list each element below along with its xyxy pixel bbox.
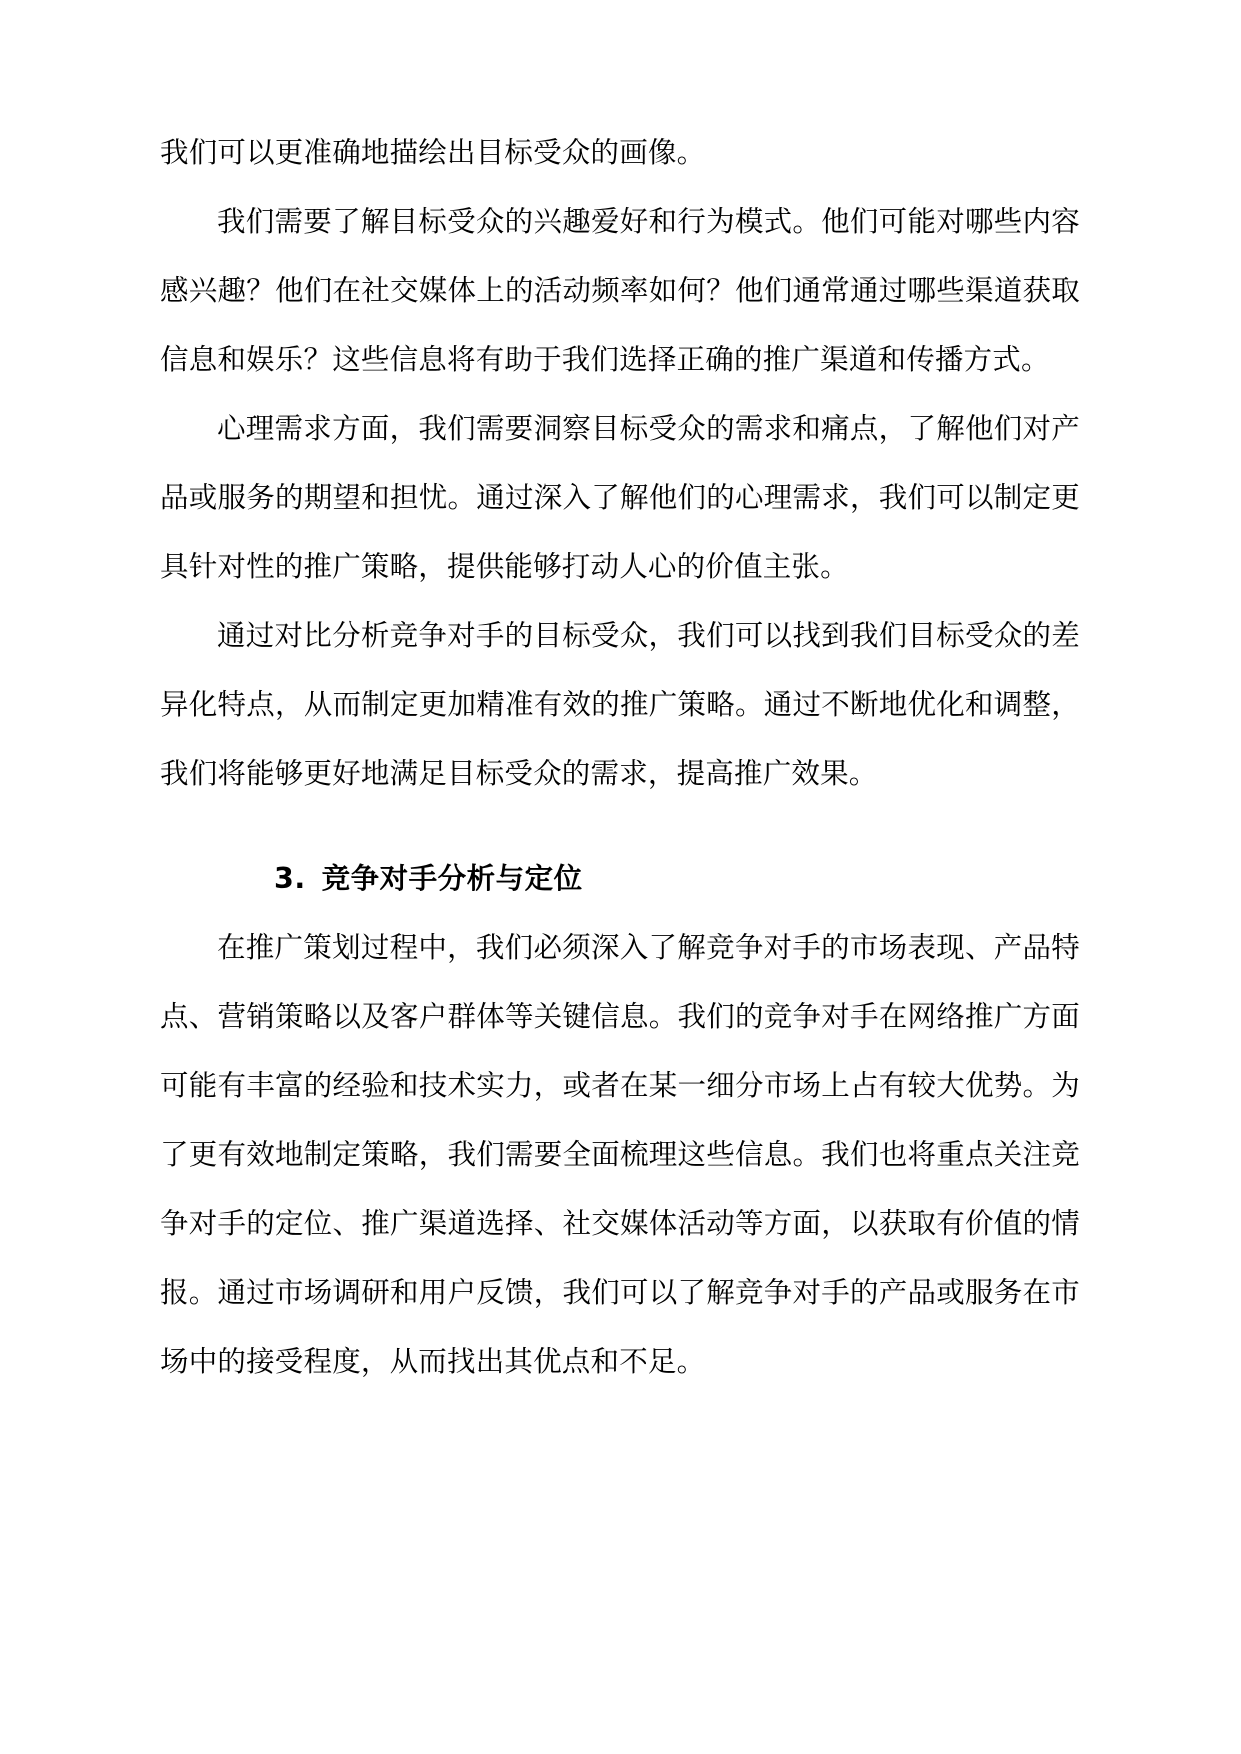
section-title: 竞争对手分析与定位 — [321, 862, 583, 895]
paragraph: 心理需求方面，我们需要洞察目标受众的需求和痛点，了解他们对产品或服务的期望和担忧。通过深入了解他们的心理需求，我们可以制定更具针对性的推广策略，提供能够打动人心的价值主张。 — [160, 412, 1080, 583]
section-heading — [160, 844, 1080, 913]
paragraph: 通过对比分析竞争对手的目标受众，我们可以找到我们目标受众的差异化特点，从而制定更加精准有效的推广策略。通过不断地优化和调整，我们将能够更好地满足目标受众的需求，提高推广效果。 — [160, 619, 1080, 790]
paragraph: 我们需要了解目标受众的兴趣爱好和行为模式。他们可能对哪些内容感兴趣？他们在社交媒体上的活动频率如何？他们通常通过哪些渠道获取信息和娱乐？这些信息将有助于我们选择正确的推广渠道和传播方式。 — [160, 205, 1080, 376]
spacer — [160, 808, 1080, 844]
document-body — [160, 118, 1080, 1396]
paragraph: 我们可以更准确地描绘出目标受众的画像。 — [160, 136, 706, 169]
section-number: 3. — [274, 862, 306, 895]
paragraph: 在推广策划过程中，我们必须深入了解竞争对手的市场表现、产品特点、营销策略以及客户群体等关键信息。我们的竞争对手在网络推广方面可能有丰富的经验和技术实力，或者在某一细分市场上占有较大优势。为了更有效地制定策略，我们需要全面梳理这些信息。我们也将重点关注竞争对手的定位、推广渠道选择、社交媒体活动等方面，以获取有价值的情报。通过市场调研和用户反馈，我们可以了解竞争对手的产品或服务在市场中的接受程度，从而找出其优点和不足。 — [160, 931, 1080, 1378]
